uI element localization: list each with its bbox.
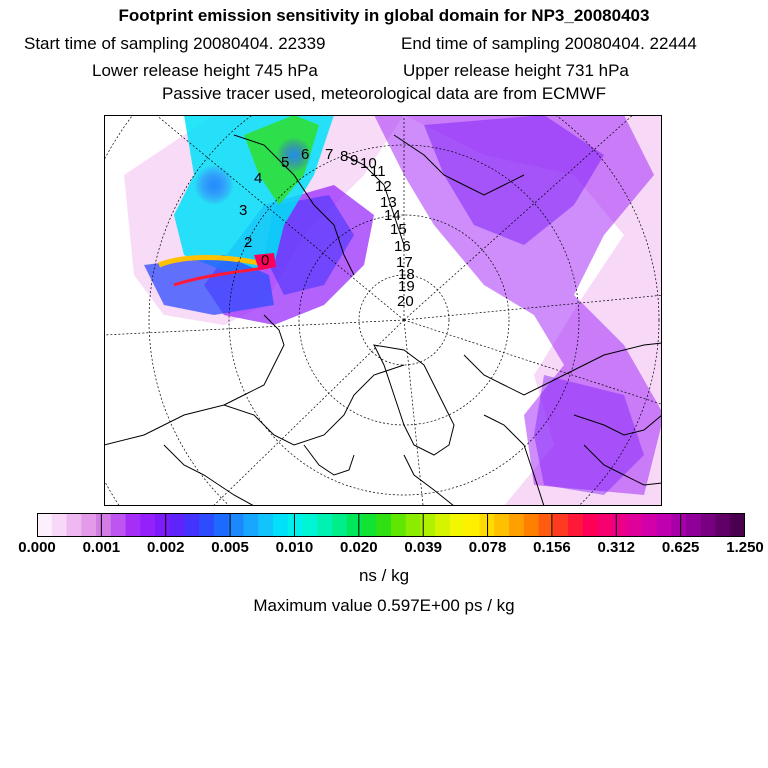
end-time-label: End time of sampling 20080404. 22444 — [401, 34, 697, 53]
trajectory-label: 11 — [370, 163, 386, 180]
colorbar-swatch — [317, 513, 332, 537]
maximum-value-label: Maximum value 0.597E+00 ps / kg — [253, 596, 515, 615]
colorbar-swatch — [406, 513, 421, 537]
colorbar-tick-label: 0.000 — [18, 539, 56, 556]
colorbar-swatch — [465, 513, 480, 537]
colorbar-swatch — [288, 513, 303, 537]
colorbar-swatch — [199, 513, 214, 537]
map-canvas — [104, 115, 662, 506]
trajectory-label: 10 — [360, 155, 377, 172]
trajectory-label: 0 — [261, 252, 270, 269]
colorbar-swatch — [273, 513, 288, 537]
lower-height-label: Lower release height 745 hPa — [92, 61, 318, 80]
colorbar-swatch — [701, 513, 716, 537]
colorbar-swatch — [568, 513, 583, 537]
colorbar-swatch — [657, 513, 672, 537]
colorbar-tick-label: 0.625 — [661, 539, 700, 556]
colorbar-tick-label: 0.002 — [146, 539, 185, 556]
trajectory-label: 13 — [380, 194, 397, 211]
colorbar-swatch — [583, 513, 598, 537]
colorbar-tick-label: 0.010 — [275, 539, 314, 556]
trajectory-label: 2 — [244, 234, 253, 251]
trajectory-label: 7 — [325, 146, 334, 163]
trajectory-label: 14 — [384, 207, 401, 224]
colorbar-swatch — [612, 513, 627, 537]
colorbar-swatch — [185, 513, 200, 537]
colorbar-swatch — [229, 513, 244, 537]
colorbar — [37, 513, 745, 537]
colorbar-swatch — [347, 513, 362, 537]
colorbar-swatch — [598, 513, 613, 537]
colorbar-swatch — [258, 513, 273, 537]
trajectory-label: 3 — [239, 202, 248, 219]
sensitivity-blob-cyan — [194, 165, 234, 205]
data-source-note: Passive tracer used, meteorological data are from ECMWF — [161, 84, 607, 103]
trajectory-label: 9 — [350, 152, 359, 169]
trajectory-label: 16 — [394, 238, 411, 255]
trajectory-label: 5 — [281, 154, 290, 171]
colorbar-tick-label: 0.020 — [340, 539, 378, 556]
start-time-label: Start time of sampling 20080404. 22339 — [24, 34, 326, 53]
colorbar-swatch — [214, 513, 229, 537]
trajectory-label: 20 — [397, 293, 414, 310]
colorbar-swatch — [332, 513, 347, 537]
colorbar-swatch — [627, 513, 642, 537]
colorbar-swatch — [642, 513, 657, 537]
colorbar-tick-label: 1.250 — [726, 539, 764, 556]
trajectory-label: 8 — [340, 148, 349, 165]
colorbar-swatch — [686, 513, 701, 537]
colorbar-tick-label: 0.001 — [82, 539, 121, 556]
colorbar-swatch — [52, 513, 67, 537]
colorbar-swatch — [362, 513, 377, 537]
trajectory-label: 17 — [396, 254, 413, 271]
colorbar-tick-label: 0.312 — [597, 539, 636, 556]
colorbar-swatch — [155, 513, 170, 537]
colorbar-swatch — [170, 513, 185, 537]
colorbar-swatch — [716, 513, 731, 537]
trajectory-label: 15 — [390, 221, 407, 238]
colorbar-swatch — [435, 513, 450, 537]
colorbar-swatch — [730, 513, 745, 537]
colorbar-swatch — [126, 513, 141, 537]
colorbar-tick-label: 0.005 — [211, 539, 249, 556]
trajectory-label: 4 — [254, 170, 263, 187]
colorbar-swatch — [81, 513, 96, 537]
trajectory-label: 12 — [375, 178, 392, 195]
colorbar-swatch — [509, 513, 524, 537]
colorbar-tick-label: 0.078 — [468, 539, 507, 556]
colorbar-swatch — [553, 513, 568, 537]
colorbar-swatch — [303, 513, 318, 537]
trajectory-label: 19 — [398, 278, 415, 295]
colorbar-swatch — [494, 513, 509, 537]
colorbar-swatch — [67, 513, 82, 537]
colorbar-swatch — [450, 513, 465, 537]
colorbar-swatch — [391, 513, 406, 537]
colorbar-swatch — [244, 513, 259, 537]
sensitivity-map — [104, 115, 662, 506]
colorbar-tick-label: 0.039 — [404, 539, 442, 556]
colorbar-swatch — [96, 513, 111, 537]
trajectory-label: 18 — [398, 266, 415, 283]
colorbar-swatch — [140, 513, 155, 537]
trajectory-label: 6 — [301, 146, 310, 163]
colorbar-swatch — [524, 513, 539, 537]
colorbar-swatch — [37, 513, 52, 537]
plot-title: Footprint emission sensitivity in global domain for NP3_20080403 — [118, 6, 650, 25]
colorbar-swatch — [671, 513, 686, 537]
upper-height-label: Upper release height 731 hPa — [403, 61, 629, 80]
colorbar-units: ns / kg — [358, 566, 410, 585]
colorbar-swatch — [376, 513, 391, 537]
colorbar-tick-label: 0.156 — [533, 539, 571, 556]
colorbar-swatch — [111, 513, 126, 537]
